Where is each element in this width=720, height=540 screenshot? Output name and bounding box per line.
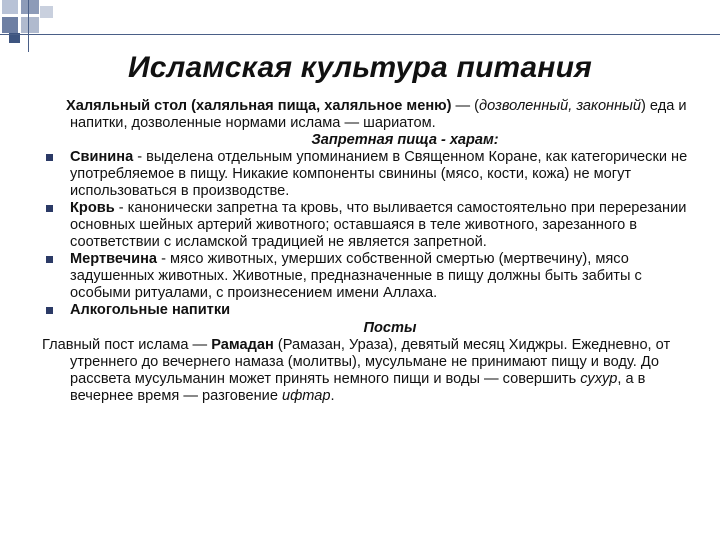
decor-square — [2, 0, 18, 14]
fasts-heading: Посты — [363, 320, 417, 336]
fasts-text-2: (Рамазан, Ураза), девятый месяц Хиджры. Ежедневно, от утреннего до вечернего намаза (молитвы), мусульмане не принимают пищу и воду. До рассвета мусульманин может принять немного пищи и воды — совершить — [70, 337, 671, 387]
bullet-square-icon — [46, 205, 53, 212]
slide-title: Исламская культура питания — [127, 51, 592, 84]
ramadan-term: Рамадан — [211, 337, 274, 353]
iftar-term: ифтар — [282, 388, 331, 404]
bullet-square-icon — [46, 256, 53, 263]
list-item — [0, 149, 720, 200]
intro-dash: — ( — [451, 98, 480, 114]
intro-term: Халяльный стол (халяльная пища, халяльное меню) — [66, 98, 452, 114]
bullet-text: - канонически запретна та кровь, что выливается самостоятельно при перерезании основных шейных артерий животного; оставшаяся в теле животного, зарезанного в соответствии с исламской традицией не является запретной. — [70, 200, 687, 250]
decor-square — [2, 17, 18, 33]
list-item — [0, 200, 720, 251]
fasts-text-4: . — [330, 388, 335, 404]
bullet-term: Кровь — [70, 200, 115, 216]
bullet-square-icon — [46, 307, 53, 314]
decorative-corner-squares — [0, 0, 60, 50]
bullet-term: Алкогольные напитки — [70, 302, 231, 318]
slide-content — [0, 98, 720, 405]
bullet-term: Свинина — [70, 149, 134, 165]
list-item — [0, 302, 720, 319]
fasts-text-1: Главный пост ислама — — [42, 337, 212, 353]
decor-square — [21, 17, 39, 33]
intro-paragraph — [0, 98, 720, 132]
bullet-square-icon — [46, 154, 53, 161]
suhur-term: сухур — [580, 371, 618, 387]
decor-horizontal-line — [0, 34, 720, 35]
bullet-term: Мертвечина — [70, 251, 158, 267]
intro-italic: дозволенный, законный — [479, 98, 641, 114]
haram-heading: Запретная пища - харам: — [311, 132, 499, 148]
decor-square — [40, 6, 53, 18]
decor-square — [21, 0, 39, 14]
decor-vertical-line — [28, 0, 29, 52]
fasts-text-3: , а в вечернее время — разговение — [70, 371, 646, 404]
bullet-text: - мясо животных, умерших собственной смертью (мертвечину), мясо задушенных животных. Животные, предназначенные в пищу должны быть забиты с особыми ритуалами, с произнесением имени Аллаха. — [70, 251, 642, 301]
bullet-text: - выделена отдельным упоминанием в Священном Коране, как категорически не употребляемое в пищу. Никакие компоненты свинины (мясо, кости, кожа) не могут использоваться в производстве. — [70, 149, 688, 199]
intro-rest: ) еда и напитки, дозволенные нормами ислама — шариатом. — [70, 98, 687, 131]
list-item — [0, 251, 720, 302]
fasts-paragraph — [0, 337, 720, 405]
